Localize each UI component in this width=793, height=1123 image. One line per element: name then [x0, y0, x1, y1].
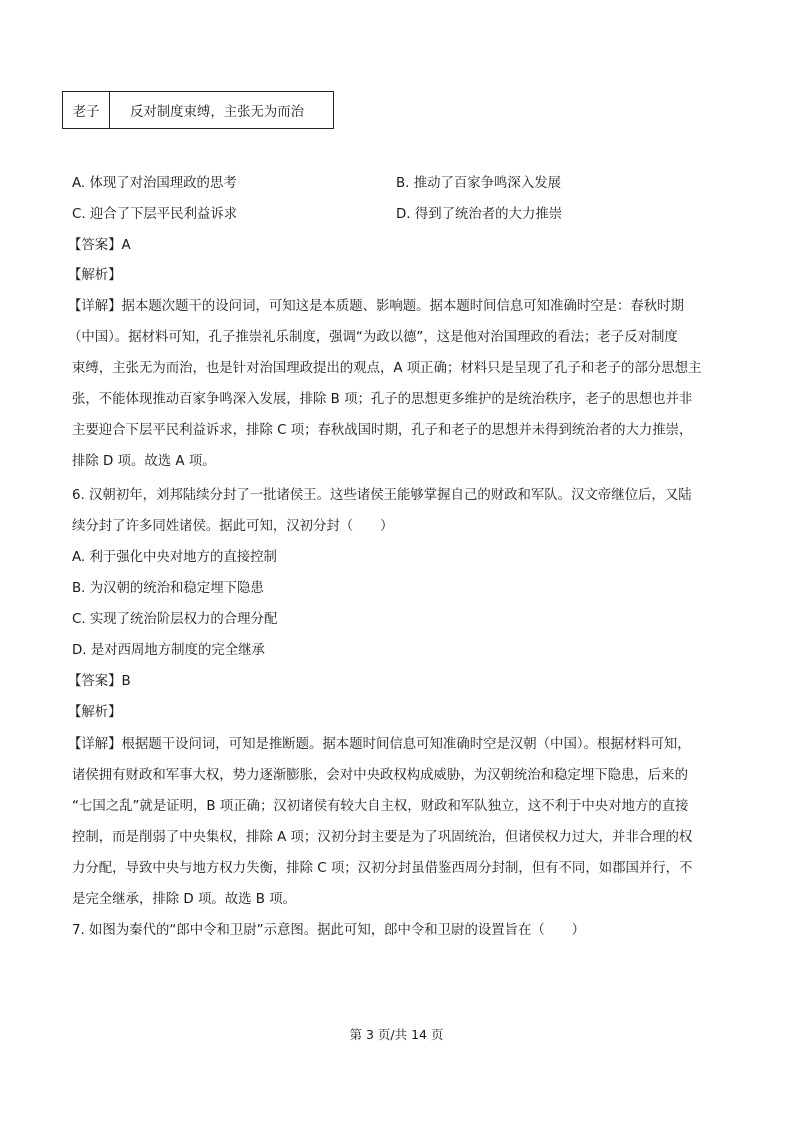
table-cell-content: 反对制度束缚，主张无为而治: [130, 104, 305, 120]
q5-detail-line: 排除 D 项。故选 A 项。: [72, 454, 216, 469]
q6-detail-line: 是完全继承，排除 D 项。故选 B 项。: [72, 892, 296, 907]
q5-detail-line: 【详解】据本题次题干的设问词，可知这是本质题、影响题。据本题时间信息可知准确时空是：春秋时期: [68, 299, 684, 314]
q6-option-c: C. 实现了统治阶层权力的合理分配: [72, 612, 278, 627]
q5-option-d: D. 得到了统治者的大力推崇: [396, 207, 563, 222]
q5-detail-line: 束缚，主张无为而治，也是针对治国理政提出的观点，A 项正确；材料只是呈现了孔子和老子的部分思想主: [72, 361, 702, 376]
q7-stem: 7. 如图为秦代的“郎中令和卫尉”示意图。据此可知，郎中令和卫尉的设置旨在（ ）: [72, 923, 585, 938]
material-table: [62, 91, 334, 129]
q6-detail-line: 控制，而是削弱了中央集权，排除 A 项；汉初分封主要是为了巩固统治，但诸侯权力过大，并非合理的权: [72, 830, 693, 845]
q5-option-b: B. 推动了百家争鸣深入发展: [396, 176, 561, 191]
q6-detail-line: 诸侯拥有财政和军事大权，势力逐渐膨胀，会对中央政权构成威胁，为汉朝统治和稳定埋下隐患，后来的: [72, 768, 688, 783]
q6-detail-line: “七国之乱”就是证明，B 项正确；汉初诸侯有较大自主权，财政和军队独立，这不利于中央对地方的直接: [72, 799, 689, 814]
q5-option-c: C. 迎合了下层平民利益诉求: [72, 207, 238, 222]
q5-answer: 【答案】A: [68, 238, 131, 253]
q5-detail-line: （中国）。据材料可知，孔子推崇礼乐制度，强调“为政以德”，这是他对治国理政的看法；老子反对制度: [68, 330, 678, 345]
q5-detail-line: 主要迎合下层平民利益诉求，排除 C 项；春秋战国时期，孔子和老子的思想并未得到统治者的大力推崇，: [72, 423, 693, 438]
q6-answer: 【答案】B: [68, 674, 131, 689]
q6-analysis-label: 【解析】: [68, 705, 122, 720]
q6-detail-line: 【详解】根据题干设问词，可知是推断题。据本题时间信息可知准确时空是汉朝（中国）。根据材料可知，: [68, 737, 691, 752]
q6-option-b: B. 为汉朝的统治和稳定埋下隐患: [72, 581, 264, 596]
table-cell-name: 老子: [63, 92, 110, 128]
page-footer: 第 3 页/共 14 页: [349, 1027, 444, 1042]
q5-option-a: A. 体现了对治国理政的思考: [72, 176, 237, 191]
q5-detail-line: 张，不能体现推动百家争鸣深入发展，排除 B 项；孔子的思想更多维护的是统治秩序，老子的思想也并非: [72, 392, 693, 407]
q6-detail-line: 力分配，导致中央与地方权力失衡，排除 C 项；汉初分封虽借鉴西周分封制，但有不同，如郡国并行，不: [72, 861, 693, 876]
q6-stem-line: 续分封了许多同姓诸侯。据此可知，汉初分封（ ）: [72, 519, 394, 534]
q6-stem-line: 6. 汉朝初年，刘邦陆续分封了一批诸侯王。这些诸侯王能够掌握自己的财政和军队。汉文帝继位后，又陆: [72, 488, 692, 503]
q5-analysis-label: 【解析】: [68, 268, 122, 283]
q6-option-d: D. 是对西周地方制度的完全继承: [72, 643, 265, 658]
q6-option-a: A. 利于强化中央对地方的直接控制: [72, 550, 277, 565]
